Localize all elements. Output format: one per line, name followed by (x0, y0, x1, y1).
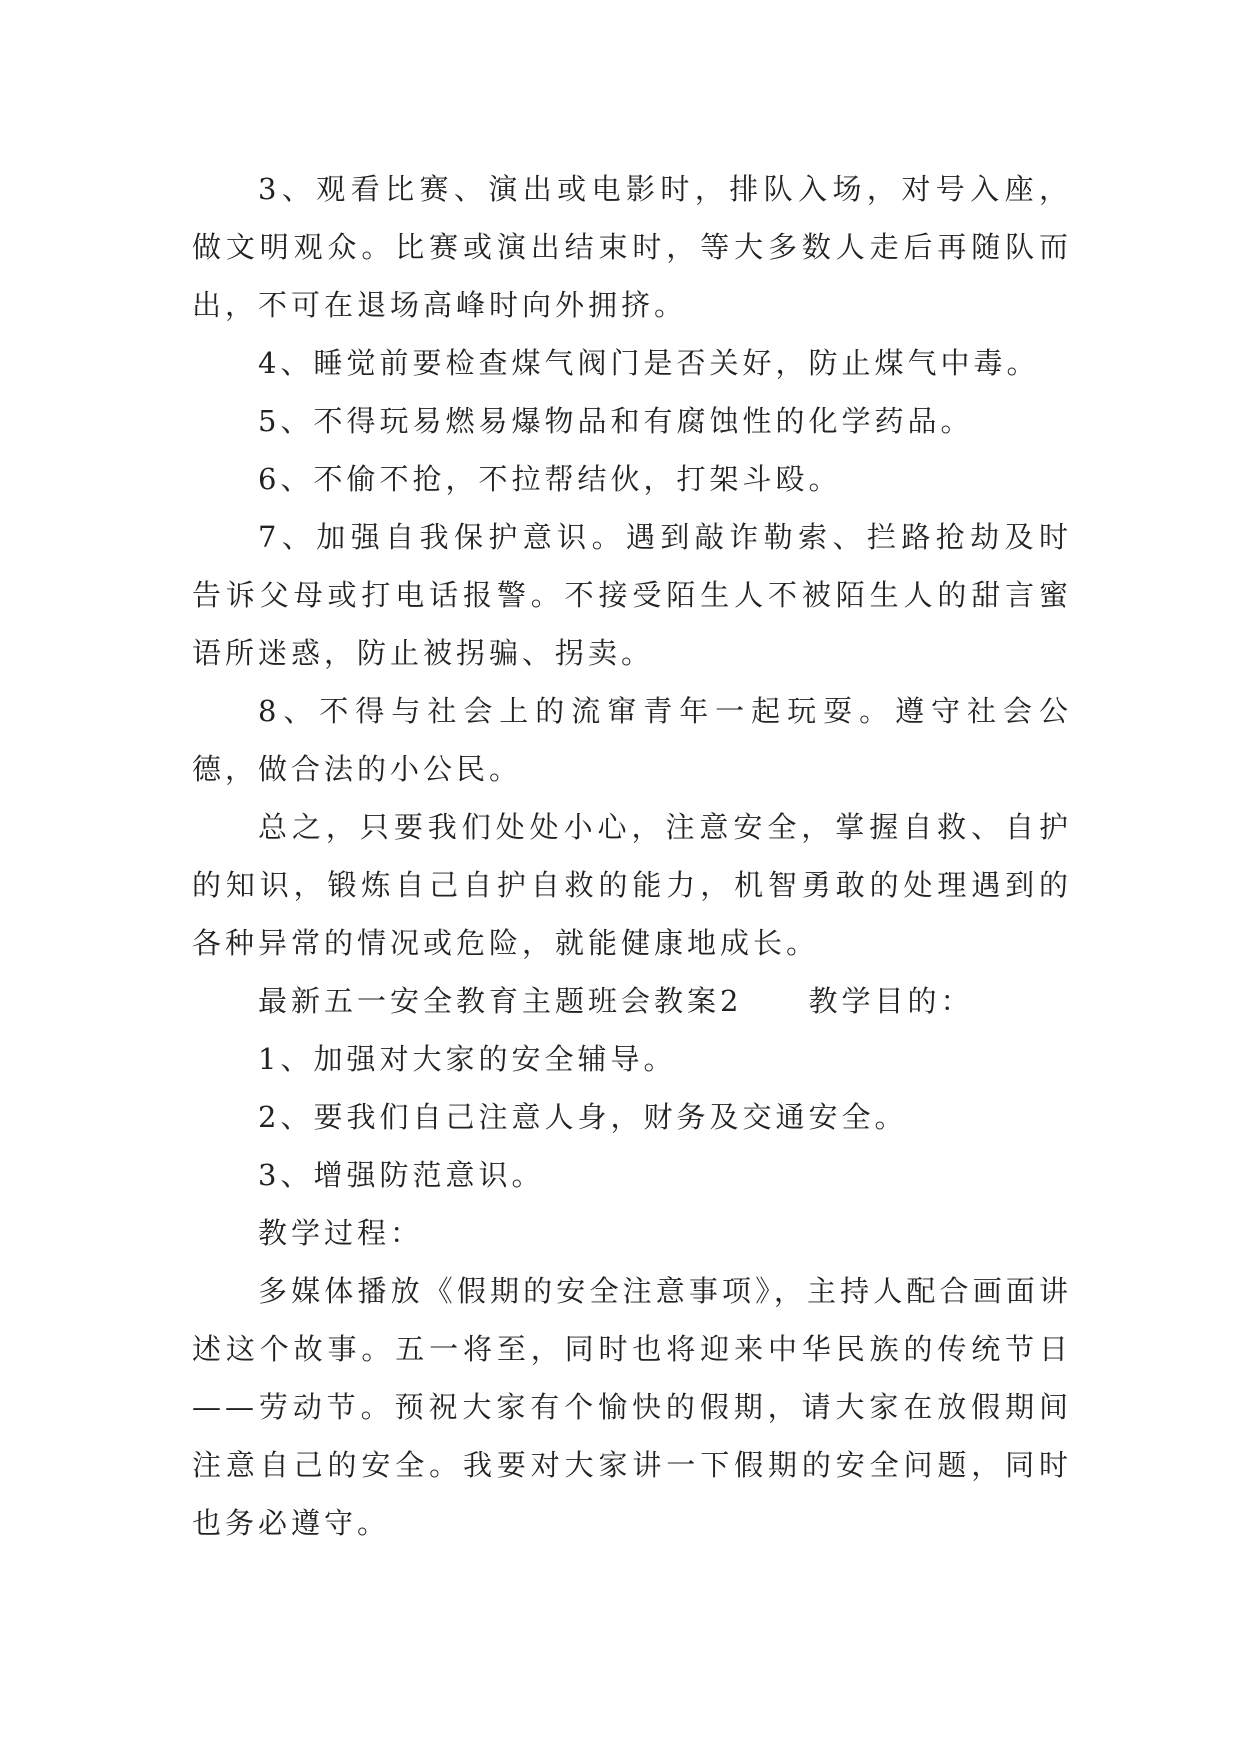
paragraph-item-6-no-fighting (192, 450, 1072, 508)
section-heading-lesson-plan-2 (192, 972, 1072, 1030)
objective-item-1 (192, 1030, 1072, 1088)
paragraph-text: 最新五一安全教育主题班会教案2 教学目的： (258, 984, 974, 1018)
paragraph-text: 3、观看比赛、演出或电影时，排队入场，对号入座，做文明观众。比赛或演出结束时，等大多数人走后再随队而出，不可在退场高峰时向外拥挤。 (192, 172, 1072, 322)
paragraph-summary (192, 798, 1072, 972)
document-body (192, 160, 1072, 1552)
paragraph-text: 1、加强对大家的安全辅导。 (258, 1042, 677, 1076)
paragraph-item-3-viewing-rules (192, 160, 1072, 334)
paragraph-text: 总之，只要我们处处小心，注意安全，掌握自救、自护的知识，锻炼自己自护自救的能力，机智勇敢的处理遇到的各种异常的情况或危险，就能健康地成长。 (192, 810, 1072, 960)
paragraph-text: 教学过程： (258, 1216, 424, 1250)
paragraph-text: 8、不得与社会上的流窜青年一起玩耍。遵守社会公德，做合法的小公民。 (192, 694, 1072, 786)
paragraph-text: 6、不偷不抢，不拉帮结伙，打架斗殴。 (258, 462, 842, 496)
paragraph-item-8-social-morality (192, 682, 1072, 798)
paragraph-item-7-self-protection (192, 508, 1072, 682)
paragraph-text: 5、不得玩易燃易爆物品和有腐蚀性的化学药品。 (258, 404, 974, 438)
paragraph-item-5-flammables (192, 392, 1072, 450)
teaching-process-heading (192, 1204, 1072, 1262)
paragraph-item-4-gas-valve (192, 334, 1072, 392)
paragraph-text: 多媒体播放《假期的安全注意事项》，主持人配合画面讲述这个故事。五一将至，同时也将迎来中华民族的传统节日——劳动节。预祝大家有个愉快的假期，请大家在放假期间注意自己的安全。我要对大家讲一下假期的安全问题，同时也务必遵守。 (192, 1274, 1072, 1540)
paragraph-multimedia-intro (192, 1262, 1072, 1552)
objective-item-3 (192, 1146, 1072, 1204)
paragraph-text: 3、增强防范意识。 (258, 1158, 545, 1192)
paragraph-text: 4、睡觉前要检查煤气阀门是否关好，防止煤气中毒。 (258, 346, 1040, 380)
objective-item-2 (192, 1088, 1072, 1146)
paragraph-text: 2、要我们自己注意人身，财务及交通安全。 (258, 1100, 908, 1134)
paragraph-text: 7、加强自我保护意识。遇到敲诈勒索、拦路抢劫及时告诉父母或打电话报警。不接受陌生人不被陌生人的甜言蜜语所迷惑，防止被拐骗、拐卖。 (192, 520, 1072, 670)
